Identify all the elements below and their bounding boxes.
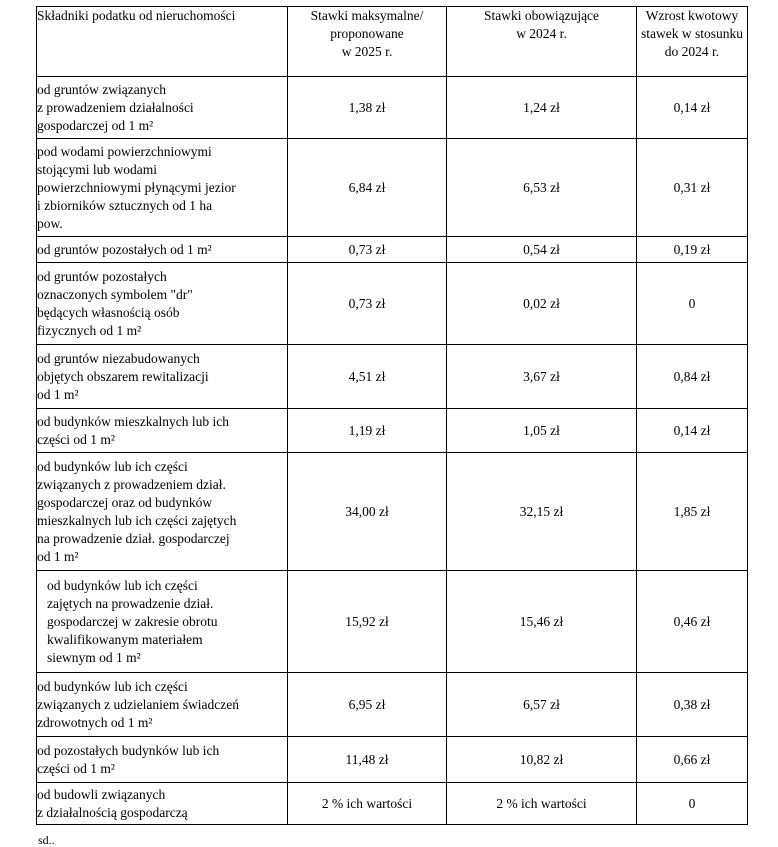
table-row [37,237,748,263]
current-rate-2024: 6,57 zł [447,673,637,737]
current-rate-2024: 6,53 zł [447,139,637,237]
table-row [37,409,748,453]
max-rate-2025: 0,73 zł [288,263,447,345]
header-increase: Wzrost kwotowy stawek w stosunku do 2024 r. [637,7,748,77]
rate-increase: 0,84 zł [637,345,748,409]
max-rate-2025: 11,48 zł [288,737,447,783]
table-row [37,737,748,783]
header-max-rates-2025: Stawki maksymalne/ proponowane w 2025 r. [288,7,447,77]
table-row [37,263,748,345]
table-row [37,453,748,571]
current-rate-2024: 3,67 zł [447,345,637,409]
max-rate-2025: 6,84 zł [288,139,447,237]
max-rate-2025: 4,51 zł [288,345,447,409]
current-rate-2024: 2 % ich wartości [447,783,637,825]
max-rate-2025: 2 % ich wartości [288,783,447,825]
current-rate-2024: 32,15 zł [447,453,637,571]
current-rate-2024: 1,05 zł [447,409,637,453]
rate-increase: 0,38 zł [637,673,748,737]
table-row [37,783,748,825]
max-rate-2025: 1,19 zł [288,409,447,453]
rate-increase: 0,66 zł [637,737,748,783]
current-rate-2024: 0,54 zł [447,237,637,263]
row-label: od budynków lub ich części zajętych na prowadzenie dział. gospodarczej w zakresie obrotu kwalifikowanym materiałem siewnym od 1 m² [37,571,288,673]
max-rate-2025: 6,95 zł [288,673,447,737]
table-row [37,345,748,409]
row-label: od budowli związanych z działalnością gospodarczą [37,783,288,825]
rate-increase: 1,85 zł [637,453,748,571]
row-label: od pozostałych budynków lub ich części od 1 m² [37,737,288,783]
current-rate-2024: 0,02 zł [447,263,637,345]
max-rate-2025: 0,73 zł [288,237,447,263]
rate-increase: 0,19 zł [637,237,748,263]
rate-increase: 0,14 zł [637,77,748,139]
row-label: pod wodami powierzchniowymi stojącymi lub wodami powierzchniowymi płynącymi jezior i zbiorników sztucznych od 1 ha pow. [37,139,288,237]
table-row [37,77,748,139]
row-label: od budynków lub ich części związanych z udzielaniem świadczeń zdrowotnych od 1 m² [37,673,288,737]
max-rate-2025: 15,92 zł [288,571,447,673]
tax-rates-table [36,6,748,825]
current-rate-2024: 15,46 zł [447,571,637,673]
table-row [37,139,748,237]
row-label: od gruntów pozostałych oznaczonych symbolem "dr" będących własnością osób fizycznych od 1 m² [37,263,288,345]
current-rate-2024: 1,24 zł [447,77,637,139]
header-components: Składniki podatku od nieruchomości [37,7,288,77]
header-current-rates-2024: Stawki obowiązujące w 2024 r. [447,7,637,77]
row-label: od gruntów niezabudowanych objętych obszarem rewitalizacji od 1 m² [37,345,288,409]
max-rate-2025: 1,38 zł [288,77,447,139]
row-label: od gruntów pozostałych od 1 m² [37,237,288,263]
table-row [37,673,748,737]
rate-increase: 0,31 zł [637,139,748,237]
row-label: od budynków lub ich części związanych z prowadzeniem dział. gospodarczej oraz od budynków mieszkalnych lub ich części zajętych na prowadzenie dział. gospodarczej od 1 m² [37,453,288,571]
max-rate-2025: 34,00 zł [288,453,447,571]
rate-increase: 0 [637,263,748,345]
rate-increase: 0,14 zł [637,409,748,453]
row-label: od budynków mieszkalnych lub ich części od 1 m² [37,409,288,453]
footer-mark: sd.. [38,833,55,847]
rate-increase: 0,46 zł [637,571,748,673]
rate-increase: 0 [637,783,748,825]
current-rate-2024: 10,82 zł [447,737,637,783]
header-row [37,7,748,77]
row-label: od gruntów związanych z prowadzeniem działalności gospodarczej od 1 m² [37,77,288,139]
table-row [37,571,748,673]
